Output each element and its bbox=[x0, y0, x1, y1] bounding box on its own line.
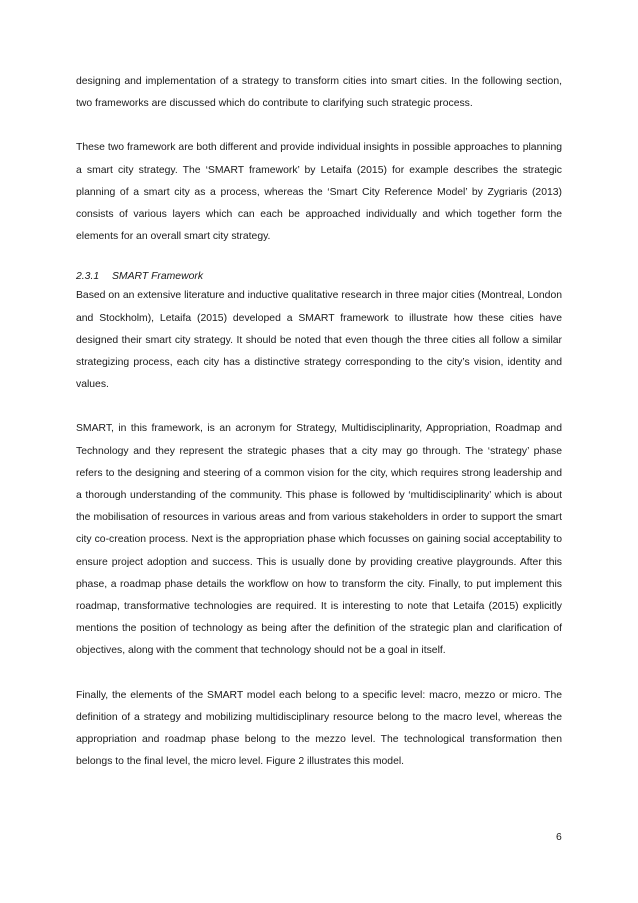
paragraph-frameworks-overview: These two framework are both different and provide individual insights in possible approaches to planning a smart city strategy. The ‘SMART framework’ by Letaifa (2015) for example describes the strategic planning of a smart city as a process, whereas the ‘Smart City Reference Model’ by Zygriaris (2013) consists of various layers which can each be approached individually and which together form the elements for an overall smart city strategy. bbox=[76, 142, 562, 243]
section-title: SMART Framework bbox=[112, 271, 204, 283]
paragraph-smart-phases: SMART, in this framework, is an acronym for Strategy, Multidisciplinarity, Appropriation, Roadmap and Technology and they represent the strategic phases that a city may go through. The ‘strategy’ phase refers to the designing and steering of a common vision for the city, which requires strong leadership and a thorough understanding of the community. This phase is followed by ‘multidisciplinarity’ which is about the mobilisation of resources in various areas and from various stakeholders in order to support the smart city co-creation process. Next is the appropriation phase which focusses on gaining social acceptability to ensure project adoption and success. This is usually done by providing creative playgrounds. After this phase, a roadmap phase details the workflow on how to transform the city. Finally, to put implement this roadmap, transformative technologies are required. It is interesting to note that Letaifa (2015) explicitly mentions the position of technology as being after the definition of the strategic plan and clarification of objectives, along with the comment that technology should not be a goal in itself. bbox=[76, 423, 562, 657]
section-heading bbox=[76, 269, 562, 285]
page-number: 6 bbox=[556, 832, 562, 843]
page-body bbox=[76, 71, 562, 773]
paragraph-smart-research: Based on an extensive literature and inductive qualitative research in three major cities (Montreal, London and Stockholm), Letaifa (2015) developed a SMART framework to illustrate how these cities have designed their smart city strategy. It should be noted that even though the three cities all follow a similar strategizing process, each city has a distinctive strategy corresponding to the city’s vision, identity and values. bbox=[76, 290, 562, 391]
paragraph-intro: designing and implementation of a strategy to transform cities into smart cities. In the following section, two frameworks are discussed which do contribute to clarifying such strategic process. bbox=[76, 76, 562, 110]
paragraph-smart-levels: Finally, the elements of the SMART model each belong to a specific level: macro, mezzo or micro. The definition of a strategy and mobilizing multidisciplinary resource belong to the macro level, whereas the appropriation and roadmap phase belong to the mezzo level. The technological transformation then belongs to the final level, the micro level. Figure 2 illustrates this model. bbox=[76, 689, 562, 768]
section-number: 2.3.1 bbox=[76, 271, 100, 283]
